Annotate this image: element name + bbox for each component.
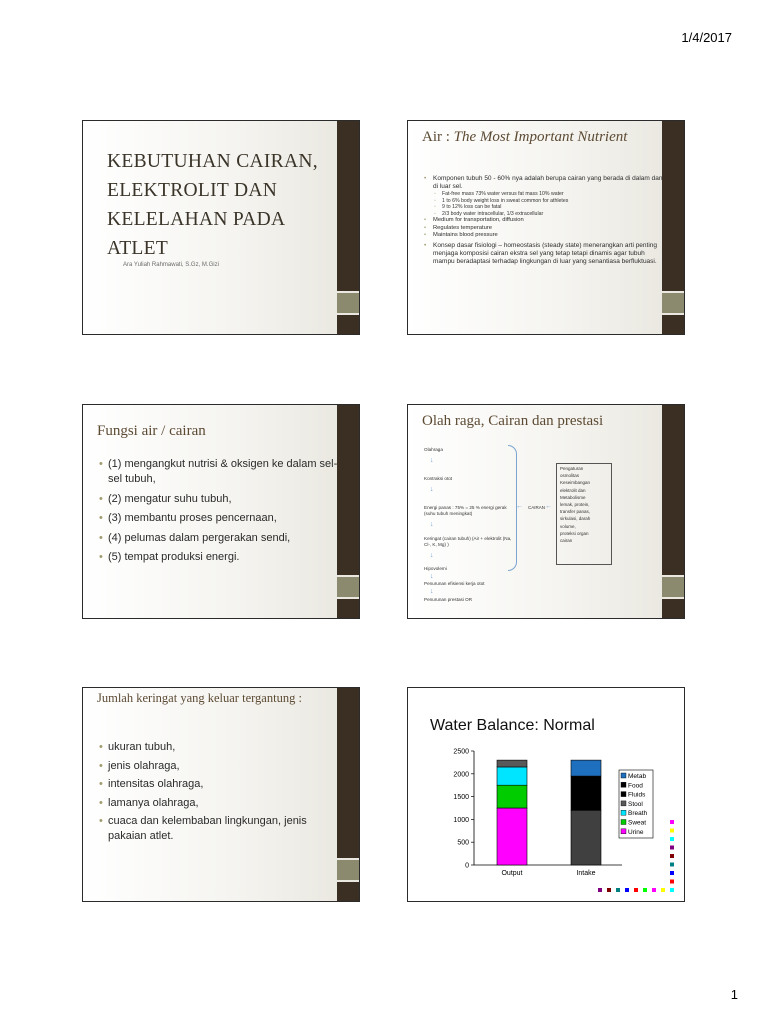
function-box xyxy=(556,463,612,565)
decor-dot xyxy=(661,888,665,892)
decor-dot xyxy=(652,888,656,892)
down-arrow-icon: ↓ xyxy=(430,457,434,464)
box-line: sirkulasi, darah xyxy=(560,516,591,522)
flow-step: Hipovolemi xyxy=(424,566,447,571)
flow-step: Kontraksi otot xyxy=(424,476,453,481)
y-tick-label: 1500 xyxy=(453,794,469,802)
list-item: • lamanya olahraga, xyxy=(99,796,339,811)
decor-dot xyxy=(670,829,674,833)
box-line: lemak, protein, xyxy=(560,502,590,508)
bar-segment-fluids xyxy=(571,776,601,810)
list-item: • (2) mengatur suhu tubuh, xyxy=(99,492,339,507)
slide-3-title: Fungsi air / cairan xyxy=(97,423,206,439)
down-arrow-icon: ↓ xyxy=(430,552,434,559)
legend-swatch xyxy=(621,829,626,834)
slide-air-nutrient xyxy=(407,120,685,335)
flow-step: Olahraga xyxy=(424,447,443,452)
flow-step: Penurunan efisiensi kerja otot xyxy=(424,581,485,586)
page-number: 1 xyxy=(730,987,738,1002)
list-item: • ukuran tubuh, xyxy=(99,740,339,755)
decor-dot xyxy=(670,871,674,875)
decor-dot xyxy=(670,888,674,892)
title-line: ATLET xyxy=(107,238,169,259)
sub-bullet: ◦ 1 to 6% body weight loss in sweat common for athletes xyxy=(434,198,664,205)
y-tick-label: 500 xyxy=(457,839,469,847)
box-line: Metabolisme xyxy=(560,494,586,500)
list-item: • (3) membantu proses pencernaan, xyxy=(99,511,339,526)
decorative-side-band xyxy=(337,121,359,334)
legend-swatch xyxy=(621,773,626,778)
down-arrow-icon: ↓ xyxy=(430,521,434,528)
sub-bullet: ◦ 9 to 12% loss can be fatal xyxy=(434,204,664,211)
slide-3-body xyxy=(99,457,339,570)
legend-label: Breath xyxy=(628,810,648,818)
author-name: Ara Yuliah Rahmawati, S.Gz, M.Gizi xyxy=(123,262,219,268)
x-tick-label: Output xyxy=(501,870,523,877)
bar-segment-stool xyxy=(497,760,527,767)
slide-5-body xyxy=(99,740,339,848)
legend-label: Urine xyxy=(628,828,644,836)
bullet: • Konsep dasar fisiologi – homeostasis (steady state) menerangkan arti penting menjaga komposisi cairan ekstra sel yang tetap tetapi dinamis agar tubuh mampu beradaptasi terhadap lingkungan di luar yang senantiasa berfluktuasi. xyxy=(424,242,664,266)
bullet: • Maintains blood pressure xyxy=(424,232,664,240)
flow-step: Penurunan prestasi OR xyxy=(424,597,473,602)
box-line: proteksi organ xyxy=(560,530,589,536)
slide-4-title: Olah raga, Cairan dan prestasi xyxy=(422,413,604,429)
bullet: • Regulates temperature xyxy=(424,225,664,233)
cairan-label: CAIRAN xyxy=(528,505,546,510)
box-line: cairan xyxy=(560,538,573,544)
bar-segment-metab xyxy=(571,760,601,776)
down-arrow-icon: ↓ xyxy=(430,573,434,580)
bullet: • Komponen tubuh 50 - 60% nya adalah berupa cairan yang berada di dalam dan di luar sel. xyxy=(424,175,664,191)
title-line: KELELAHAN PADA xyxy=(107,209,286,230)
x-tick-label: Intake xyxy=(576,870,596,877)
legend-swatch xyxy=(621,782,626,787)
title-line: ELEKTROLIT DAN xyxy=(107,180,278,201)
slide-fungsi-air xyxy=(82,404,360,619)
legend-swatch xyxy=(621,810,626,815)
decor-dot xyxy=(598,888,602,892)
list-item: • (1) mengangkut nutrisi & oksigen ke dalam sel-sel tubuh, xyxy=(99,457,339,487)
decorative-side-band xyxy=(662,405,684,618)
flow-step: Energi panas : 75% = 25 % energi gerak (suhu tubuh meningkat) xyxy=(424,505,507,516)
decor-dot xyxy=(625,888,629,892)
box-line: transfer panas, xyxy=(560,509,591,515)
decor-dot xyxy=(643,888,647,892)
bar-segment-sweat xyxy=(497,785,527,808)
left-arrow-icon: ← xyxy=(545,503,552,510)
list-item: • jenis olahraga, xyxy=(99,759,339,774)
chart-title: Water Balance: Normal xyxy=(430,717,595,734)
list-item: • cuaca dan kelembaban lingkungan, jenis pakaian atlet. xyxy=(99,814,339,844)
box-line: osmolitas xyxy=(560,473,580,479)
y-tick-label: 1000 xyxy=(453,816,469,824)
flow-step: Keringat (cairan tubuh) (Air + elektrolit (Na, Cl-, K, Mg) ) xyxy=(424,536,512,547)
slide-jumlah-keringat xyxy=(82,687,360,902)
list-item: • (5) tempat produksi energi. xyxy=(99,550,339,565)
slide-title xyxy=(82,120,360,335)
decor-dot xyxy=(670,854,674,858)
sub-bullet: ◦ 2/3 body water intracellular, 1/3 extracellular xyxy=(434,211,664,218)
bar-segment-breath xyxy=(497,767,527,785)
legend-label: Stool xyxy=(628,800,643,808)
slide-olahraga-cairan xyxy=(407,404,685,619)
title-italic: The Most Important Nutrient xyxy=(453,129,628,145)
legend-label: Sweat xyxy=(628,819,647,827)
legend-label: Food xyxy=(628,782,643,790)
decor-dot xyxy=(670,846,674,850)
legend-label: Fluids xyxy=(628,791,646,799)
list-item: • intensitas olahraga, xyxy=(99,777,339,792)
left-arrow-icon: ← xyxy=(516,503,523,510)
title-plain: Air : xyxy=(422,129,454,145)
box-line: Keseimbangan xyxy=(560,480,591,486)
page-date: 1/4/2017 xyxy=(681,30,732,45)
sub-bullet: ◦ Fat-free mass 73% water versus fat mass 10% water xyxy=(434,191,664,198)
decor-dot xyxy=(616,888,620,892)
legend-swatch xyxy=(621,801,626,806)
list-item: • (4) pelumas dalam pergerakan sendi, xyxy=(99,531,339,546)
title-line: KEBUTUHAN CAIRAN, xyxy=(107,151,318,172)
down-arrow-icon: ↓ xyxy=(430,588,434,595)
y-tick-label: 2000 xyxy=(453,771,469,779)
decor-dot xyxy=(670,880,674,884)
decor-dot xyxy=(670,820,674,824)
box-line: elektrolit dan xyxy=(560,487,586,493)
water-balance-chart xyxy=(408,688,685,902)
legend-swatch xyxy=(621,792,626,797)
slide-5-title: Jumlah keringat yang keluar tergantung : xyxy=(97,691,302,705)
slide-water-balance-chart xyxy=(407,687,685,902)
slide-1-title xyxy=(107,147,337,263)
slide-2-body xyxy=(424,175,664,266)
bar-segment-urine xyxy=(497,808,527,865)
box-line: Pengaturan xyxy=(560,466,584,471)
down-arrow-icon: ↓ xyxy=(430,486,434,493)
y-tick-label: 0 xyxy=(465,862,469,870)
y-tick-label: 2500 xyxy=(453,748,469,756)
decor-dot xyxy=(670,837,674,841)
box-line: volume, xyxy=(560,523,576,529)
decor-dot xyxy=(634,888,638,892)
decorative-side-band xyxy=(662,121,684,334)
decorative-side-band xyxy=(337,688,359,901)
bar-segment-food xyxy=(571,810,601,865)
slide-2-title xyxy=(422,127,627,148)
legend-swatch xyxy=(621,820,626,825)
decorative-side-band xyxy=(337,405,359,618)
bullet: • Medium for transportation, diffusion xyxy=(424,217,664,225)
legend-label: Metab xyxy=(628,773,647,780)
decor-dot xyxy=(670,863,674,867)
decor-dot xyxy=(607,888,611,892)
